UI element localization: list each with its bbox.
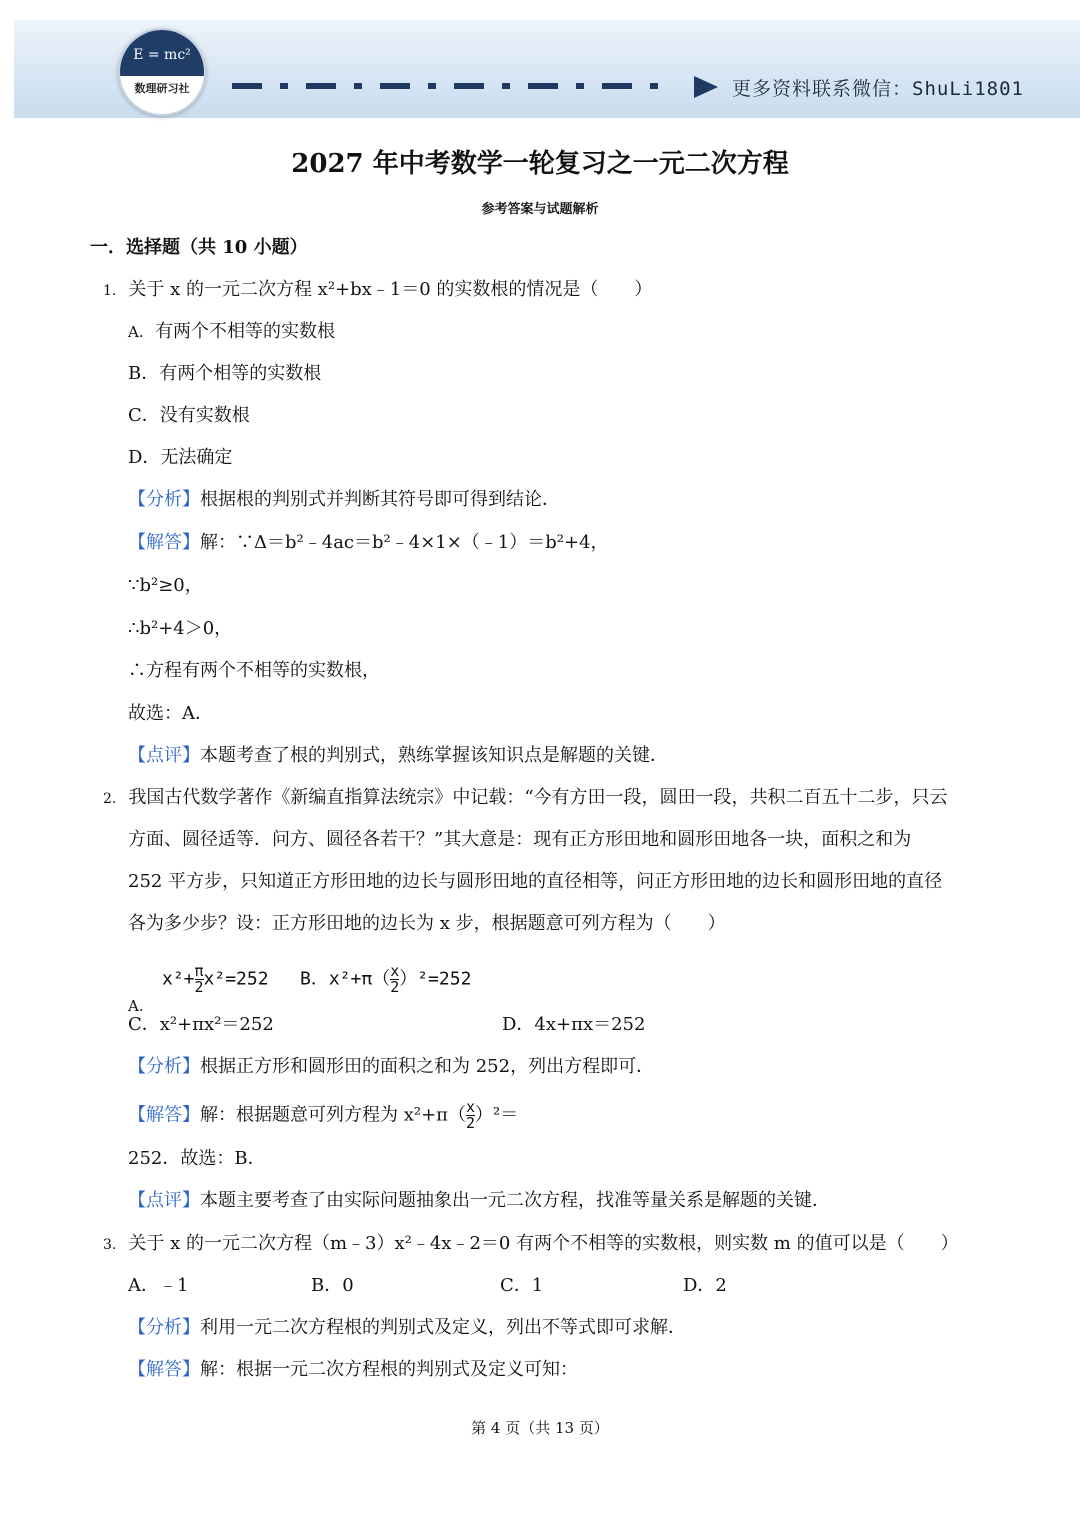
fraction: $\frac{\pi}{2}$ [194,962,204,996]
question-stem: 我国古代数学著作《新编直指算法统宗》中记载：“今有方田一段，圆田一段，共积二百五十二步，只云 [128,787,948,808]
q1-comment: 【点评】本题考查了根的判别式，熟练掌握该知识点是解题的关键． [128,745,668,766]
q1-solution-step: ∵b²≥0， [128,575,203,596]
q1-solution-step: ∴b²+4＞0， [128,618,233,639]
logo [118,28,206,116]
question-number: 2. [103,791,117,807]
fraction: $\frac{x}{2}$ [466,1098,476,1132]
q2-comment: 【点评】本题主要考查了由实际问题抽象出一元二次方程，找准等量关系是解题的关键． [128,1190,830,1211]
q3-option-d: D．2 [683,1275,727,1296]
q2-solution-step: 252．故选：B． [128,1148,266,1169]
fraction: $\frac{x}{2}$ [390,962,400,996]
section-heading: 一．选择题（共 10 小题） [90,237,308,258]
contact-text: 更多资料联系微信：ShuLi1801 [732,78,1024,100]
question-stem: 关于 x 的一元二次方程（m﹣3）x²﹣4x﹣2＝0 有两个不相等的实数根，则实数 m 的值可以是（ ） [128,1233,959,1254]
q2-option-c: C．x²+πx²＝252 [128,1014,274,1035]
question-stem-line: 252 平方步，只知道正方形田地的边长与圆形田地的直径相等，问正方形田地的边长和圆形田地的直径 [128,871,943,892]
page-title: 2027 年中考数学一轮复习之一元二次方程 [291,149,789,179]
q3-option-c: C．1 [500,1275,544,1296]
q3-solution: 【解答】解：根据一元二次方程根的判别式及定义可知： [128,1359,578,1380]
q1-option-c: C．没有实数根 [128,405,250,426]
q1-option-a: A. 有两个不相等的实数根 [128,321,336,342]
q1-solution-step: 故选：A． [128,703,213,724]
q2-option-a: x²+ $\frac{\pi}{2}$ x²=252 [162,962,269,996]
question-number: 3. [103,1237,117,1253]
question-stem-line: 方面、圆径适等．问方、圆径各若干？”其大意是：现有正方形田地和圆形田地各一块，面积之和为 [128,829,912,850]
arrow-right-icon [694,76,718,98]
question-2 [103,786,948,811]
logo-formula: E = mc² [120,30,204,76]
q3-option-b: B．0 [311,1275,354,1296]
q3-analysis: 【分析】利用一元二次方程根的判别式及定义，列出不等式即可求解． [128,1317,686,1338]
q2-option-d: D．4x+πx＝252 [502,1014,646,1035]
question-number: 1. [103,283,117,299]
q1-solution-step: ∴方程有两个不相等的实数根， [128,660,380,681]
question-stem-line: 各为多少步？设：正方形田地的边长为 x 步，根据题意可列方程为（ ） [128,913,726,934]
q1-solution: 【解答】解：∵Δ＝b²﹣4ac＝b²﹣4×1×（﹣1）＝b²+4， [128,532,609,553]
q1-analysis: 【分析】根据根的判别式并判断其符号即可得到结论． [128,489,560,510]
question-stem: 关于 x 的一元二次方程 x²+bx﹣1＝0 的实数根的情况是（ ） [128,279,653,300]
page-subtitle: 参考答案与试题解析 [481,202,599,217]
q2-option-a-label: A. [128,997,144,1015]
q1-option-d: D．无法确定 [128,447,233,468]
q3-option-a: A．﹣1 [128,1275,189,1296]
q1-option-b: B．有两个相等的实数根 [128,363,322,384]
logo-name: 数理研习社 [134,82,190,95]
q2-analysis: 【分析】根据正方形和圆形田的面积之和为 252，列出方程即可． [128,1056,655,1077]
q2-option-b: B．x²+π（ $\frac{x}{2}$ ）²=252 [300,962,472,996]
question-3 [103,1232,959,1257]
q2-solution: 【解答】解：根据题意可列方程为 x²+π（ $\frac{x}{2}$ ）²＝ [128,1098,519,1132]
page-number: 第 4 页（共 13 页） [471,1419,609,1437]
question-1 [103,278,652,303]
